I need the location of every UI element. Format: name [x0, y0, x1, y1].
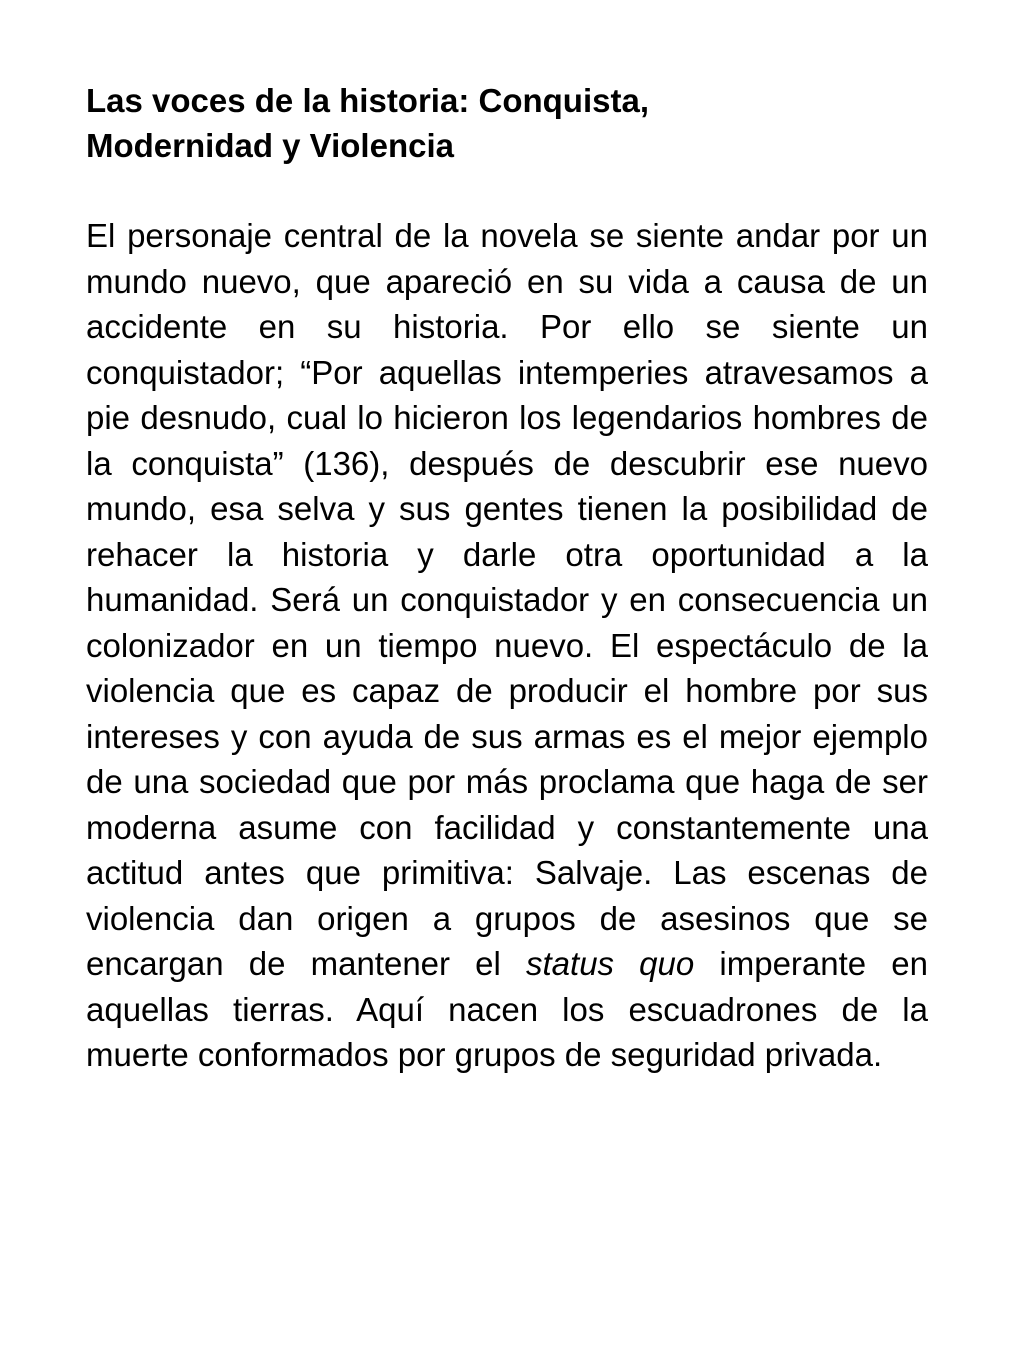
title-line-2: Modernidad y Violencia	[86, 127, 454, 164]
body-paragraph	[86, 213, 928, 1078]
title-line-1: Las voces de la historia: Conquista,	[86, 82, 649, 119]
paragraph-text-end: imperante en aquellas tierras. Aquí nacen los escuadrones de la muerte conformados por grupos de seguridad privada.	[86, 945, 928, 1073]
paragraph-text-start: El personaje central de la novela se siente andar por un mundo nuevo, que apareció en su vida a causa de un accidente en su historia. Por ello se siente un conquistador; “Por aquellas intemperies atravesamos a pie desnudo, cual lo hicieron los legendarios hombres de la conquista” (136), después de descubrir ese nuevo mundo, esa selva y sus gentes tienen la posibilidad de rehacer la historia y darle otra oportunidad a la humanidad. Será un conquistador y en consecuencia un colonizador en un tiempo nuevo. El espectáculo de la violencia que es capaz de producir el hombre por sus intereses y con ayuda de sus armas es el mejor ejemplo de una sociedad que por más proclama que haga de ser moderna asume con facilidad y constantemente una actitud antes que primitiva: Salvaje. Las escenas de violencia dan origen a grupos de asesinos que se encargan de mantener el	[86, 217, 928, 982]
document-title	[86, 78, 928, 168]
document-page	[86, 78, 928, 1078]
italic-phrase: status quo	[526, 945, 695, 982]
